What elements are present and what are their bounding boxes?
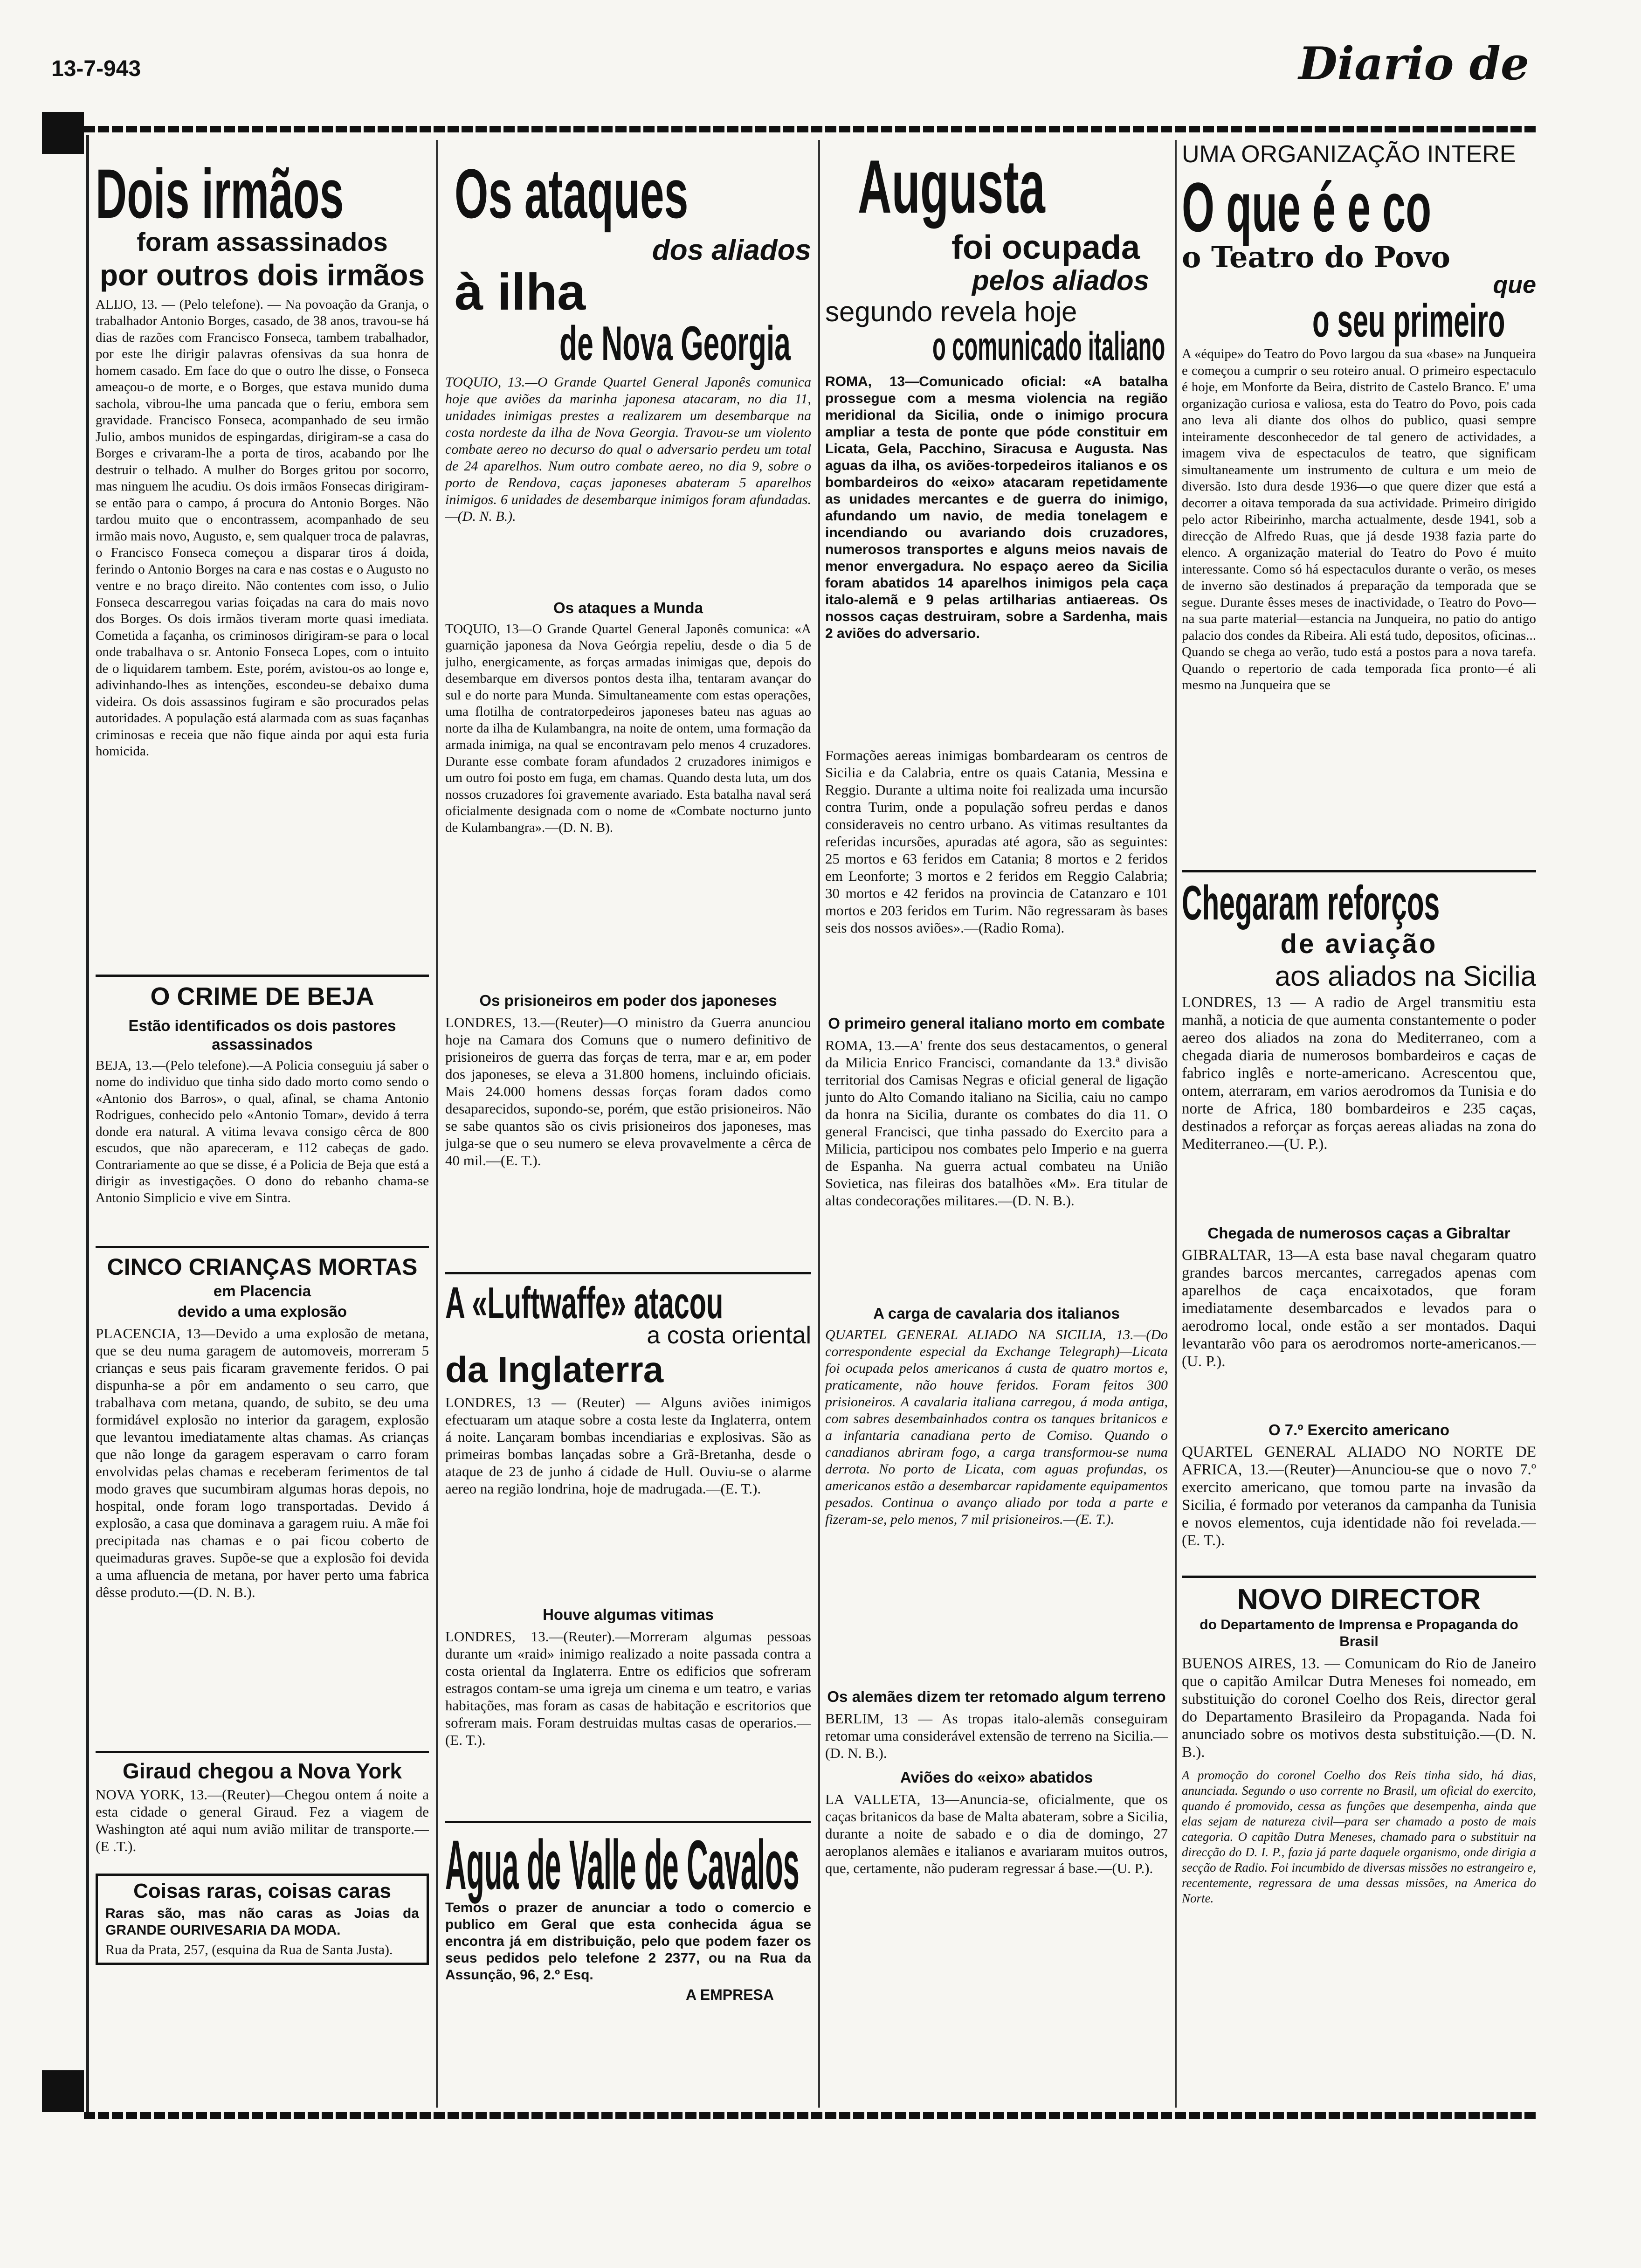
article-subtitle: à ilha [455,263,586,321]
article-subtitle: que [1493,271,1536,298]
article-subtitle: do Departamento de Imprensa e Propaganda do Brasil [1200,1617,1518,1650]
article-subtitle: da Inglaterra [445,1349,664,1390]
column-1 [96,140,429,2112]
article-subtitle: de aviação [1280,929,1438,960]
ad-body: Temos o prazer de anunciar a todo o comercio e publico em Geral que esta conhecida água se encontra já em distribuição, pelo que podem fazer os seus pedidos pelo telefone 2 2377, ou na Rua da Assunção, 96, 2.º Esq. [445,1900,811,1983]
article-body: PLACENCIA, 13—Devido a uma explosão de metana, que se deu numa garagem de automoveis, morreram 5 crianças e seus pais ficaram gravemente feridos. O pai dispunha-se a pôr em andamento o seu carro, que trabalhava com metana, quando, de subito, se deu uma formidável explosão no interior da garagem, explosão que levantou imediatamente altas chamas. As crianças que não longe da garagem esperavam o carro foram envolvidas pelas chamas e receberam ferimentos de tal modo graves que sucumbiram algumas horas depois, no hospital, onde foram logo transportadas. Devido á explosão, a casa que dominava a garagem ruiu. A mãe foi precipitada nas chamas e o pai ficou coberto de queimaduras graves. Supõe-se que a explosão foi devida a uma afluencia de metana, por haver perto uma fabrica dêsse produto.—(D. N. B.). [96,1325,429,1601]
article-subtitle: devido a uma explosão [177,1303,347,1321]
article-title: Augusta [858,145,1045,229]
column-separator [436,140,438,2108]
article-subtitle: foram assassinados [137,227,388,256]
article-subtitle: Estão identificados os dois pastores assassinados [128,1016,396,1053]
article-body: ROMA, 13—Comunicado oficial: «A batalha prossegue com a mesma violencia na região meridional da Sicilia, onde o inimigo procura ampliar a testa de ponte que póde constituir em Licata, Gela, Pacchino, Siracusa e Augusta. Nas aguas da ilha, os aviões-torpedeiros italianos e os bombardeiros do «eixo» atacaram repetidamente as unidades mercantes e de guerra do inimigo, afundando um navio, de media tonelagem e incendiando ou avariando dois cruzadores, numerosos transportes e alguns meios navais de menor envergadura. No espaço aereo da Sicilia foram abatidos 14 aparelhos inimigos pela caça italo-alemã e 9 pelas artilharias antiaereas. Os nossos caças destruiram, sobre a Sardenha, mais 2 aviões do adversario. [825,373,1168,641]
article-subtitle: dos aliados [652,234,811,266]
ad-signature: A EMPRESA [685,1986,774,2004]
corner-block-bottom [42,2070,84,2112]
advertisement [96,1874,429,1965]
article-body: LA VALLETA, 13—Anuncia-se, oficialmente, que os caças britanicos da base de Malta abateram, sobre a Sicilia, durante a noite de sabado e o dia de domingo, 27 aeroplanos alemães e italianos e avariaram muitos outros, que, certamente, não puderam regressar á base.—(U. P.). [825,1791,1168,1876]
ad-body: Raras são, mas não caras as Joias da GRANDE OURIVESARIA DA MODA. [105,1905,419,1938]
section-heading: Aviões do «eixo» abatidos [900,1768,1093,1786]
article-title: A «Luftwaffe» atacou [445,1278,724,1328]
article-title: NOVO DIRECTOR [1237,1583,1481,1616]
article-kicker: UMA ORGANIZAÇÃO INTERE [1182,141,1516,168]
article-body: Formações aereas inimigas bombardearam os centros de Sicilia e da Calabria, entre os quais Catania, Messina e Reggio. Durante a ultima noite foi realizada uma incursão contra Turim, onde a população sofreu perdas e danos consideraveis no centro urbano. As vitimas resultantes da referidas incursões, apuradas até agora, são as seguintes: 25 mortos e 63 feridos em Catania; 8 mortos e 2 feridos em Leonforte; 3 mortos e 2 feridos em Reggio Calabria; 30 mortos e 42 feridos na provincia de Catanzaro e 101 mortos e 203 feridos em Turim. Não regressaram às bases seis dos nossos aviões».—(Radio Roma). [825,747,1168,936]
article-subtitle: segundo revela hoje [825,296,1077,327]
article-subtitle: o comunicado italiano [932,324,1165,369]
article-title: CINCO CRIANÇAS MORTAS [107,1253,418,1280]
top-rule [84,126,1538,132]
article-subtitle: a costa oriental [647,1321,811,1349]
article-body: LONDRES, 13.—(Reuter)—O ministro da Guerra anunciou hoje na Camara dos Comuns que o numero definitivo de prisioneiros de guerra das forças de terra, mar e ar, em poder dos japoneses, se eleva a 31.800 homens, incluindo oficiais. Mais 24.000 homens dessas forças foram dados como desaparecidos, supondo-se, porém, que estão prisioneiros. Não se sabe quantos são os civis prisioneiros dos japoneses, mas julga-se que o seu numero se eleva provavelmente a cêrca de 40 mil.—(E. T.). [445,1014,811,1169]
article-title: Giraud chegou a Nova York [122,1759,402,1784]
page-date: 13-7-943 [51,56,141,81]
article-subtitle: foi ocupada [951,229,1140,266]
article-title: O que é e co [1182,167,1432,246]
article-subtitle: o Teatro do Povo [1182,240,1450,274]
article-body: QUARTEL GENERAL ALIADO NA SICILIA, 13.—(Do correspondente especial da Exchange Telegraph)—Licata foi ocupada pelos americanos á custa de quatro mortos e, praticamente, não houve feridos. Foram feitos 300 prisioneiros. A cavalaria italiana carregou, á moda antiga, com sabres desembainhados contra os tanques britanicos e a infantaria canadiana perto de Comiso. Quando o canadianos abriram fogo, a carga transformou-se numa derrota. No porto de Licata, com aguas profundas, os americanos estão a desembarcar rapidamente equipamentos pesados. Continua o avanço aliado por toda a parte e fizeram-se, pelo menos, 7 mil prisioneiros.—(E. T.). [825,1327,1168,1527]
divider [96,1246,429,1248]
article-body: BEJA, 13.—(Pelo telefone).—A Policia conseguiu já saber o nome do individuo que tinha sido dado morto como sendo o «Antonio dos Barros», o qual, afinal, se chama Antonio Rodrigues, conhecido pelo «Antonio Tomar», devido á terra donde era natural. A vitima levava consigo cêrca de 800 escudos, que não apareceram, e 112 cabeças de gado. Contrariamente ao que se disse, é a Policia de Beja que está a dirigir as investigações. O dono do rebanho chama-se Antonio Simplicio e vive em Sintra. [96,1058,429,1205]
ad-address: Rua da Prata, 257, (esquina da Rua de Santa Justa). [105,1942,393,1957]
article-body: ALIJO, 13. — (Pelo telefone). — Na povoação da Granja, o trabalhador Antonio Borges, casado, de 38 anos, travou-se há dias de razões com Francisco Fonseca, tambem trabalhador, por este lhe dirigir palavras ofensivas da sua honra de homem casado. Em face do que o outro lhe disse, o Fonseca ameaçou-o de morte, e o Borges, que estava munido duma sachola, vibrou-lhe uma pancada que o feriu, embora sem gravidade. Francisco Fonseca, acompanhado de seu irmão Julio, ambos munidos de espingardas, dirigiram-se a casa do Borges e crivaram-lhe a porta de tiros, acabando por lhe destruir o telhado. A mulher do Borges gritou por socorro, mas ninguem lhe acudiu. Os dois irmãos Fonsecas dirigiram-se então para o campo, á procura do Antonio Borges. Não tardou muito que o encontrassem, acompanhado de seu irmão mais novo, Augusto, e, sem qualquer troca de palavras, o Francisco Fonseca começou a disparar tiros á doida, ferindo o Antonio Borges na cara e nas costas e o Augusto no ventre e no braço direito. Não contentes com isso, o Julio Fonseca descarregou varias foiçadas na cara do mais novo dos Borges. Os dois irmãos tiveram morte quasi imediata. Cometida a façanha, os criminosos dirigiram-se para o local onde trabalhava o sr. Antonio Fonseca Lopes, com o intuito de o liquidarem tambem. Este, porém, avistou-os ao longe e, adivinhando-lhes as intenções, escondeu-se debaixo duma videira. Os dois assassinos fugiram e são procurados pelas autoridades. A população está alarmada com as suas façanhas criminosas e receia que não fique ainda por aqui esta furia homicida. [96,297,429,759]
article-title: Dois irmãos [96,154,344,233]
section-heading: Os alemães dizem ter retomado algum terreno [827,1687,1166,1705]
corner-block-top [42,112,84,154]
article-body: TOQUIO, 13.—O Grande Quartel General Japonês comunica hoje que aviões da marinha japonesa atacaram, no dia 11, unidades inimigas prestes a realizarem um desembarque na costa nordeste da ilha de Nova Georgia. Travou-se um violento combate aereo no decurso do qual o adversario perdeu um total de 24 aparelhos. Num outro combate aereo, no dia 9, sobre o porto de Rendova, caças japoneses abateram 5 aparelhos inimigos. 6 unidades de desembarque inimigos foram afundadas.—(D. N. B.). [445,374,811,524]
article-subtitle: por outros dois irmãos [100,258,425,292]
divider [96,1751,429,1753]
divider [445,1821,811,1823]
divider [1182,870,1536,872]
article-body: GIBRALTAR, 13—A esta base naval chegaram quatro grandes barcos mercantes, carregados apenas com aparelhos de caça encaixotados, que foram imediatamente desembarcados e levados para o aerodromo local, onde estão a ser montados. Daqui levantarão vôo para os aerodromos norte-americanos.—(U. P.). [1182,1247,1536,1370]
section-heading: Houve algumas vitimas [543,1606,714,1624]
divider [1182,1576,1536,1578]
article-body: LONDRES, 13 — A radio de Argel transmitiu esta manhã, a noticia de que aumenta constantemente o poder aereo dos aliados na zona do Mediterraneo, com a chegada diaria de numerosos bombardeiros e caças de fabrico inglês e norte-americano. Acrescentou que, ontem, aterraram, em varios aerodromos da Tunisia e do norte de Africa, 180 bombardeiros e 235 caças, destinados a reforçar as forças aereas aliadas na zona do Mediterraneo.—(U. P.). [1182,994,1536,1153]
article-subtitle: de Nova Georgia [559,316,791,371]
article-title: Chegaram reforços [1182,876,1440,931]
article-body: ROMA, 13.—A' frente dos seus destacamentos, o general da Milicia Enrico Francisci, comandante da 13.ª divisão territorial dos Camisas Negras e oficial general de ligação junto do Alto Comando italiano na Sicilia, caiu no campo da honra na Sicilia, durante os combates do dia 11. O general Francisci, que tinha passado do Exercito para a Milicia, participou nos combates pelo Imperio e na guerra de Espanha. Na guerra actual combateu na União Sovietica, nas fileiras dos batalhões «M». Era titular de altas condecorações militares.—(D. N. B.). [825,1037,1168,1209]
article-body: A «équipe» do Teatro do Povo largou da sua «base» na Junqueira e começou a cumprir o seu roteiro anual. O primeiro espectaculo é hoje, em Monforte da Beira, distrito de Castelo Branco. E' uma organização curiosa e valiosa, esta do Teatro do Povo, pois cada ano leva ali diante dos olhos do publico, quasi sempre inteiramente desconhecedor de tal genero de actividades, a imagem viva de espectaculos de teatro, que significam simultaneamente um instrumento de cultura e um meio de diversão. Isto dura desde 1936—o que quere dizer que está a decorrer a oitava temporada da sua actividade. Primeiro dirigido pelo actor Ribeirinho, marcha actualmente, desde 1941, sob a direcção de Alfredo Ruas, que já desde 1938 fazia parte do elenco. A organização material do Teatro do Povo é muito interessante. Como só há espectaculos durante o verão, os meses de inverno são destinados á preparação da temporada que se segue. Durante êsses meses de inactividade, o Teatro do Povo—na sua parte material—estancia na Junqueira, no patio do antigo palacio dos condes da Ribeira. Ali está tudo, depositos, oficinas... Quando se chega ao verão, tudo está a postos para a nova tarefa. Quando o repertorio de cada temporada fica pronto—é ali mesmo na Junqueira que se [1182,346,1536,693]
ad-title: Coisas raras, coisas caras [133,1880,391,1903]
section-heading: Os ataques a Munda [553,599,703,616]
section-heading: O primeiro general italiano morto em combate [828,1014,1165,1032]
article-body: NOVA YORK, 13.—(Reuter)—Chegou ontem á noite a esta cidade o general Giraud. Fez a viagem de Washington até aqui num avião militar de transporte.—(E .T.). [96,1786,429,1855]
article-body: BUENOS AIRES, 13. — Comunicam do Rio de Janeiro que o capitão Amilcar Dutra Meneses foi nomeado, em substituição do coronel Coelho dos Reis, director geral do Departamento Brasileiro da Propaganda. Nada foi anunciado sobre os motivos desta substituição.—(D. N. B.). [1182,1655,1536,1761]
article-subtitle: o seu primeiro [1312,295,1505,347]
masthead: Diario de [1298,37,1529,90]
article-title: Os ataques [455,154,689,233]
bottom-rule [84,2112,1538,2119]
column-separator [1175,140,1177,2108]
section-heading: Chegada de numerosos caças a Gibraltar [1207,1224,1510,1242]
article-body: QUARTEL GENERAL ALIADO NO NORTE DE AFRICA, 13.—(Reuter)—Anunciou-se que o novo 7.º exercito americano, que tomou parte na invasão da Sicilia, é formado por veteranos da campanha da Tunisia e novos elementos, cuja identidade não foi revelada.—(E. T.). [1182,1444,1536,1549]
column-3 [825,140,1168,2112]
article-body: BERLIM, 13 — As tropas italo-alemãs conseguiram retomar uma considerável extensão de terreno na Sicilia.—(D. N. B.). [825,1710,1168,1761]
column-separator [818,140,820,2108]
article-body: LONDRES, 13.—(Reuter).—Morreram algumas pessoas durante um «raid» inimigo realizado a noite passada contra a costa oriental da Inglaterra. Entre os edificios que sofreram estragos contam-se uma igreja um cinema e um teatro, e varias habitações, mas foram as casas de habitação e escritorios que sofreram mais. Foram destruidas multas casas de operarios.—(E. T.). [445,1628,811,1749]
column-2 [445,140,811,2112]
article-title: O CRIME DE BEJA [150,982,374,1010]
article-subtitle: pelos aliados [972,264,1149,296]
article-note: A promoção do coronel Coelho dos Reis tinha sido, há dias, anunciada. Segundo o uso corrente no Brasil, um oficial do exercito, quando é promovido, cessa as funções que desempenha, ainda que elas sejam de natureza civil—para ser chamado a posto de mais categoria. O capitão Dutra Meneses, chamado para o substituir na direcção do D. I. P., fazia já parte daquele organismo, onde dirigia a secção de Radio. Foi incumbido de diversas missões no estrangeiro e, recentemente, regressara de uma dessas missões, na America do Norte. [1182,1768,1536,1906]
section-heading: A carga de cavalaria dos italianos [873,1304,1120,1322]
section-heading: Os prisioneiros em poder dos japoneses [479,991,777,1009]
article-subtitle: aos aliados na Sicilia [1275,961,1536,992]
ad-title: Agua de Valle de Cavalos [445,1825,800,1904]
divider [96,975,429,977]
divider [445,1272,811,1274]
article-subtitle: em Placencia [213,1282,311,1300]
article-body: LONDRES, 13 — (Reuter) — Alguns aviões inimigos efectuaram um ataque sobre a costa leste da Inglaterra, ontem á noite. Lançaram bombas incendiarias e explosivas. São as primeiras bombas lançadas sobre a Grã-Bretanha, desde o ataque de 23 de junho á cidade de Hull. Ouviu-se o alarme aereo na região londrina, hoje de madrugada.—(E. T.). [445,1394,811,1497]
column-4 [1182,140,1536,2112]
section-heading: O 7.º Exercito americano [1268,1421,1450,1439]
left-border [86,135,89,2112]
article-body: TOQUIO, 13—O Grande Quartel General Japonês comunica: «A guarnição japonesa da Nova Geórgia repeliu, desde o dia 5 de julho, energicamente, as forças armadas inimigas que, depois do desembarque em diversos pontos desta ilha, tentaram avançar do sul e do norte para Munda. Simultaneamente com estas operações, uma flotilha de contratorpedeiros japoneses bateu nas aguas ao norte da ilha de Kulambangra, na noite de ontem, uma formação da armada inimiga, na qual se encontravam pelo menos 4 cruzadores. Durante esse combate foram afundados 2 cruzadores inimigos e um outro foi posto em fuga, em chamas. Quando desta luta, um dos nossos cruzadores foi gravemente avariado. Esta batalha naval será oficialmente designada com o nome de «Combate nocturno junto de Kulambangra».—(D. N. B). [445,621,811,835]
